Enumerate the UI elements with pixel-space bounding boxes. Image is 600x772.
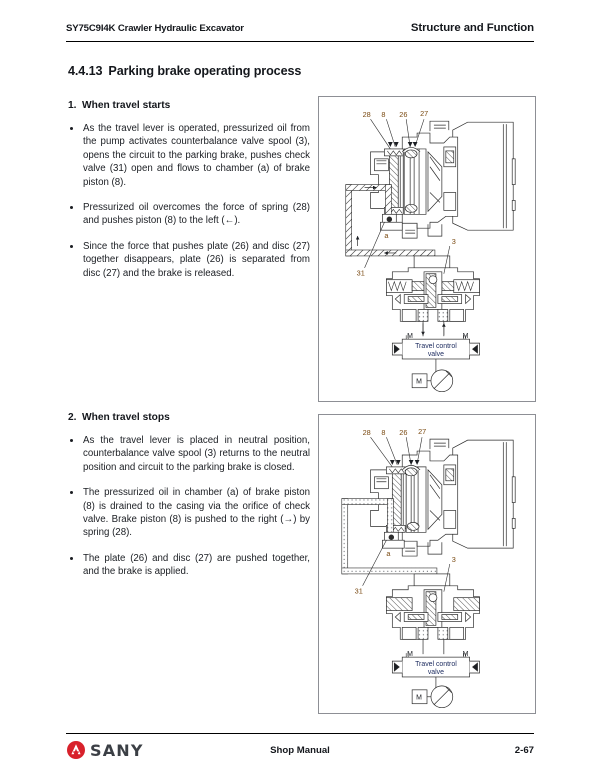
port-label-right: M xyxy=(462,333,469,341)
bullet-text: As the travel lever is operated, pressurized oil from the pump activates counterbalance valve spool (3), opens the circuit to the parking brake, pushes check valve (31) open and flows to chamber (a) of brake piston (8). xyxy=(83,123,310,188)
valve-label-line1: Travel control xyxy=(415,661,457,669)
bullet-dot-icon xyxy=(70,557,73,560)
subsection-2-number: 2. xyxy=(68,412,77,423)
port-label-right: M xyxy=(462,651,469,659)
bullet-dot-icon xyxy=(70,127,73,130)
port-label-left: M xyxy=(407,651,413,659)
bullet-text: As the travel lever is placed in neutral position, counterbalance valve spool (3) returns to the neutral position and circuit to the parking brake is closed. xyxy=(83,435,310,473)
list-item xyxy=(68,434,310,474)
callout-31: 31 xyxy=(356,268,365,278)
travel-start-diagram xyxy=(318,96,536,402)
subsection-travel-starts xyxy=(68,100,310,280)
bullet-dot-icon xyxy=(70,206,73,209)
callout-3: 3 xyxy=(451,555,456,565)
bullet-text: Since the force that pushes plate (26) and disc (27) together disappears, plate (26) is separated from disc (27) and the brake is released. xyxy=(83,240,310,279)
bullet-text: Pressurized oil overcomes the force of spring (28) and pushes piston (8) to the left (←). xyxy=(83,202,310,227)
callout-8: 8 xyxy=(381,428,386,438)
motor-symbol-label: M xyxy=(416,378,422,386)
footer-manual-title: Shop Manual xyxy=(270,745,330,756)
list-item xyxy=(68,122,310,189)
list-item xyxy=(68,240,310,280)
callout-3: 3 xyxy=(451,237,456,247)
bullet-dot-icon xyxy=(70,491,73,494)
list-item xyxy=(68,201,310,228)
callout-28: 28 xyxy=(362,110,371,120)
bullet-dot-icon xyxy=(70,245,73,248)
callout-a: a xyxy=(384,231,389,241)
travel-stop-diagram xyxy=(318,414,536,714)
bullet-text: The pressurized oil in chamber (a) of brake piston (8) is drained to the casing via the orifice of check valve. Brake piston (8) is pushed to the right (→) by spring (28). xyxy=(83,487,310,539)
subsection-1-number: 1. xyxy=(68,100,77,111)
callout-26: 26 xyxy=(399,110,408,120)
page-footer xyxy=(66,740,534,764)
callout-8: 8 xyxy=(381,110,386,120)
header-model-title: SY75C9I4K Crawler Hydraulic Excavator xyxy=(66,23,244,34)
subsection-2-bullet-list xyxy=(68,434,310,579)
port-label-left: M xyxy=(407,333,413,341)
section-heading: Parking brake operating process xyxy=(108,64,302,78)
callout-27: 27 xyxy=(420,109,429,119)
list-item xyxy=(68,552,310,579)
callout-28: 28 xyxy=(362,428,371,438)
footer-divider xyxy=(66,733,534,734)
subsection-1-bullet-list xyxy=(68,122,310,280)
bullet-dot-icon xyxy=(70,439,73,442)
header-chapter-title: Structure and Function xyxy=(410,22,534,34)
valve-label-line1: Travel control xyxy=(415,343,457,351)
subsection-1-heading xyxy=(68,100,310,111)
callout-26: 26 xyxy=(399,428,408,438)
list-item xyxy=(68,486,310,540)
footer-page-number: 2-67 xyxy=(514,745,534,756)
brand-name: SANY xyxy=(90,740,144,760)
bullet-text: The plate (26) and disc (27) are pushed together, and the brake is applied. xyxy=(83,552,310,578)
valve-label-line2: valve xyxy=(427,668,445,676)
subsection-2-label: When travel stops xyxy=(82,412,170,423)
motor-symbol-label: M xyxy=(416,694,422,702)
subsection-1-label: When travel starts xyxy=(82,100,171,111)
callout-a: a xyxy=(386,549,391,559)
section-number: 4.4.13 xyxy=(68,64,103,78)
callout-27: 27 xyxy=(418,427,427,437)
page-header xyxy=(66,22,534,34)
valve-label-line2: valve xyxy=(427,351,445,359)
page-title xyxy=(68,64,301,78)
subsection-travel-stops xyxy=(68,412,310,579)
subsection-2-heading xyxy=(68,412,310,423)
callout-31: 31 xyxy=(354,586,363,596)
header-divider xyxy=(66,41,534,42)
